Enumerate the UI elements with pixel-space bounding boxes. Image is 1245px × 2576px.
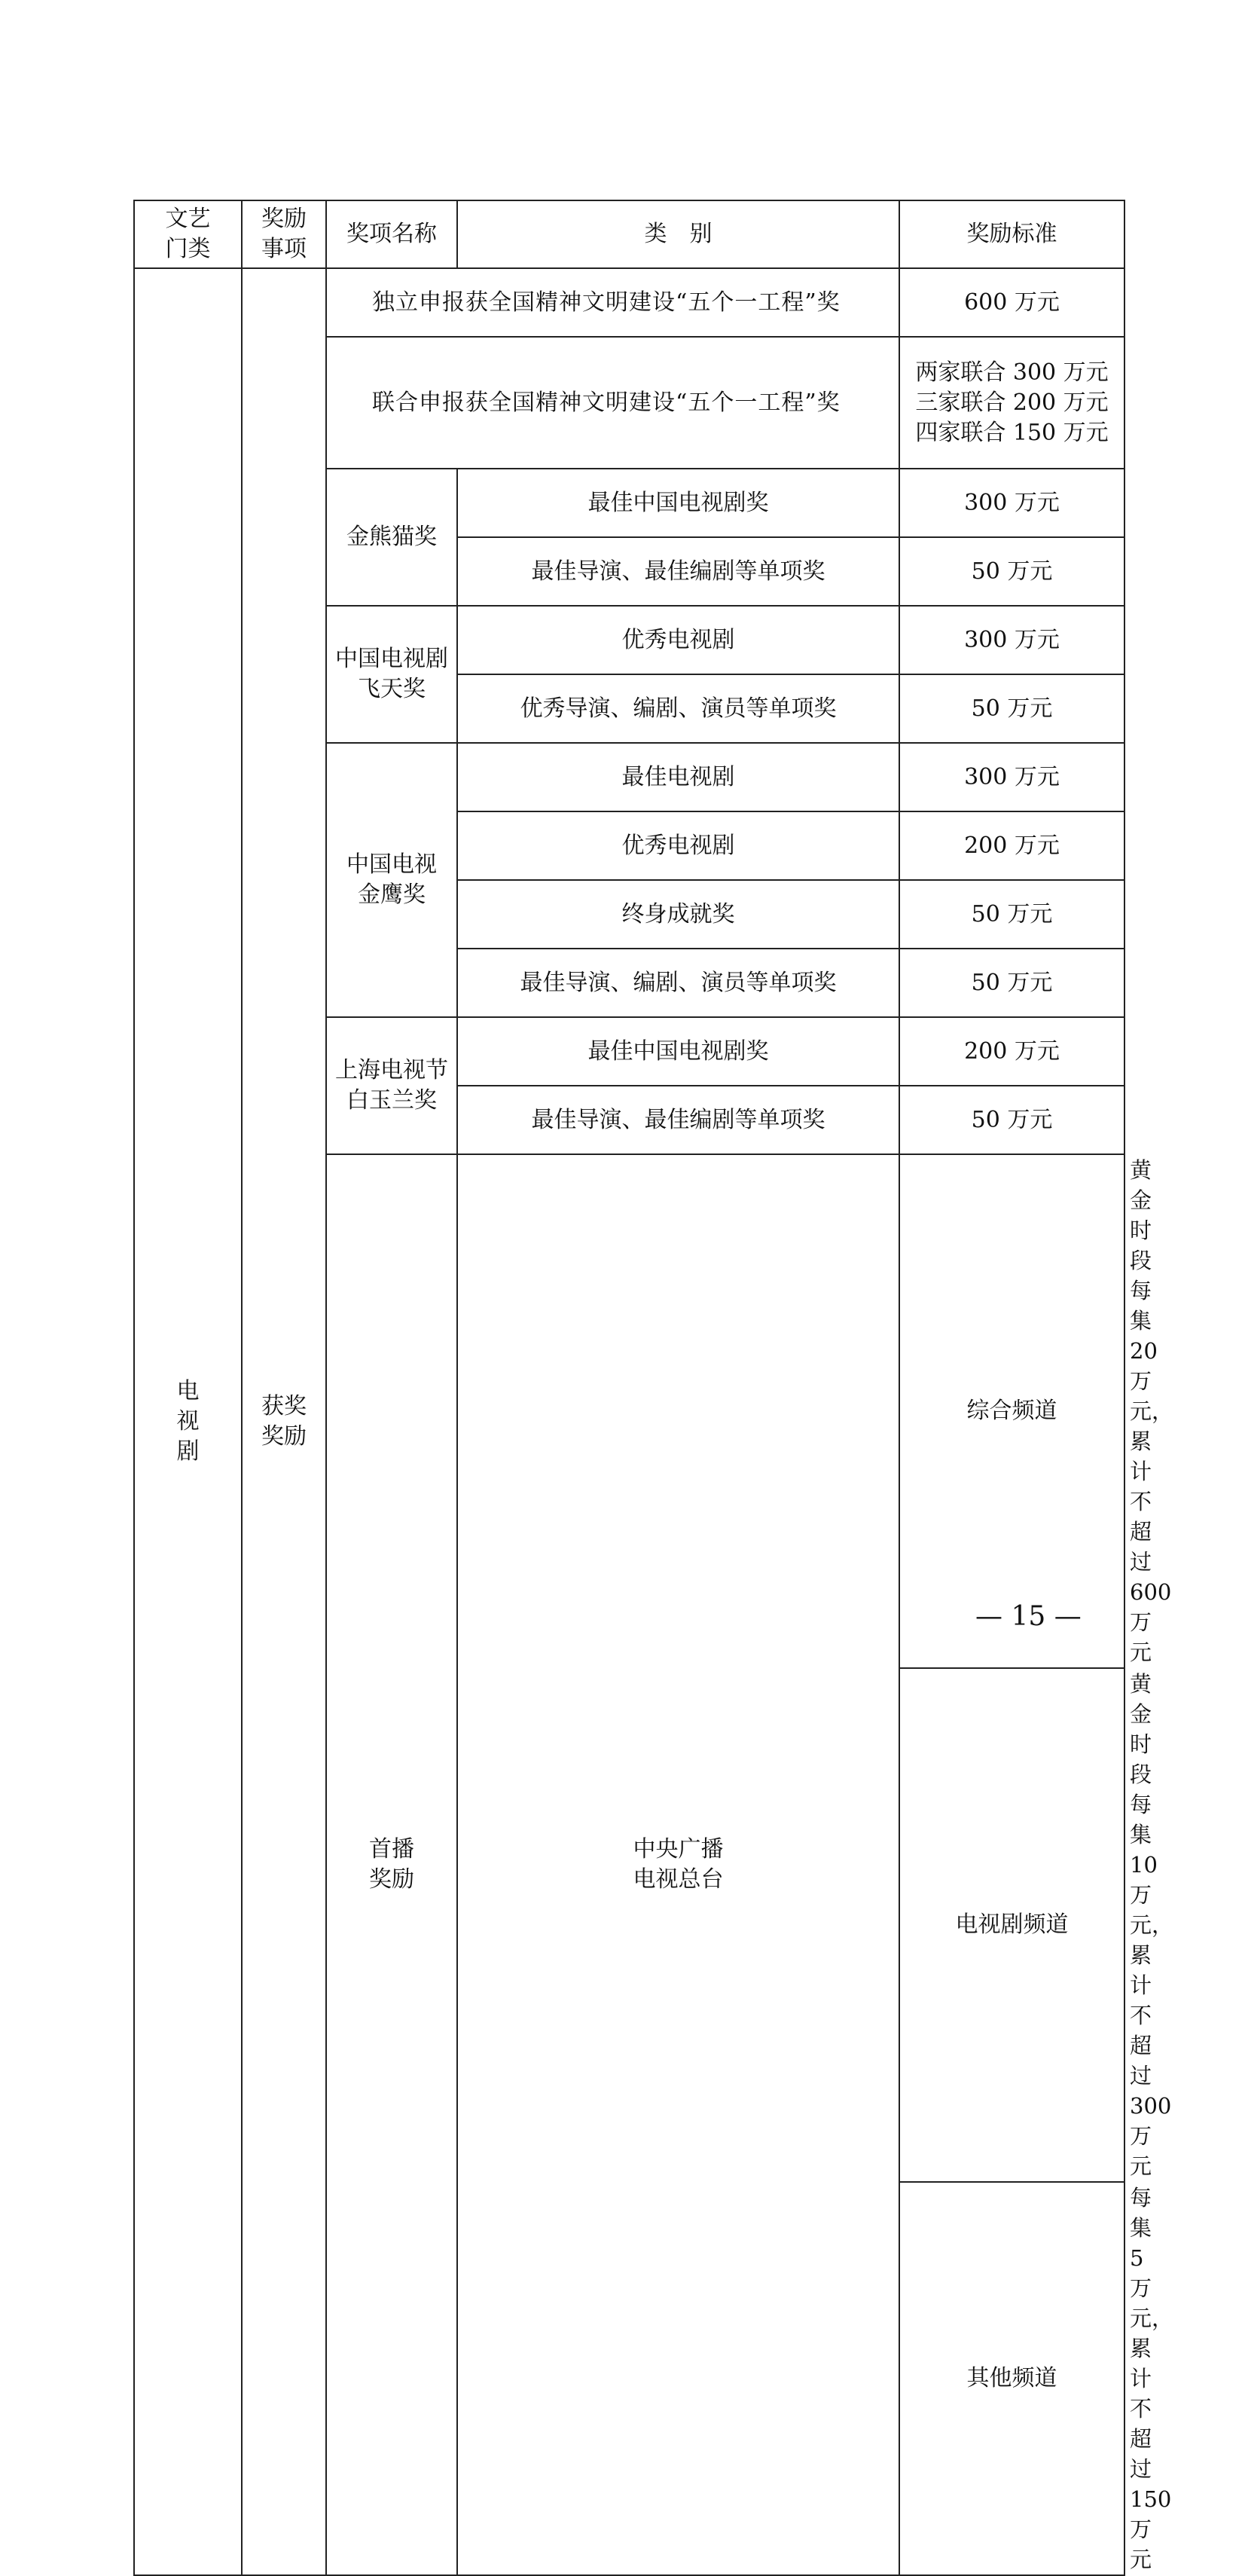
standard-line: 元，累计不超过 300 — [1130, 1912, 1174, 2119]
awards-table — [133, 200, 1174, 2576]
standard-cell: 50 万元 — [899, 1086, 1124, 1154]
type-cell: 电视剧频道 — [899, 1668, 1124, 2182]
group-award-line1: 获奖 — [261, 1393, 307, 1419]
header-type: 类 别 — [457, 200, 899, 268]
header-art-category-line2: 门类 — [165, 236, 211, 262]
type-cell: 最佳导演、最佳编剧等单项奖 — [457, 1086, 899, 1154]
type-cell: 其他频道 — [899, 2182, 1124, 2575]
standard-cell: 300 万元 — [899, 469, 1124, 537]
header-award-item-line2: 事项 — [261, 236, 307, 262]
award-name-line: 中国电视剧 — [335, 646, 448, 672]
standard-line: 万元 — [1130, 2123, 1152, 2179]
award-name-panda: 金熊猫奖 — [326, 469, 457, 606]
standard-cell: 200 万元 — [899, 811, 1124, 880]
header-award-name: 奖项名称 — [326, 200, 457, 268]
type-cell: 优秀电视剧 — [457, 811, 899, 880]
standard-line: 每集 5 万元，累计不 — [1130, 2185, 1174, 2422]
type-cell: 综合频道 — [899, 1154, 1124, 1668]
standard-cell: 50 万元 — [899, 949, 1124, 1017]
standard-cell: 50 万元 — [899, 537, 1124, 606]
award-name-line: 中国电视 — [346, 851, 437, 878]
standard-line: 黄金时段每集 10 万 — [1130, 1671, 1158, 1908]
award-name-line: 中央广播 — [633, 1836, 724, 1862]
award-name-cctv — [457, 1154, 899, 2575]
art-category-cell — [134, 268, 242, 2575]
group-premiere-cell — [326, 1154, 457, 2575]
standard-cell: 50 万元 — [899, 674, 1124, 743]
group-award-cell — [242, 268, 326, 2575]
header-award-item-line1: 奖励 — [261, 206, 307, 232]
header-standard: 奖励标准 — [899, 200, 1124, 268]
joint-standard-line: 四家联合 150 万元 — [915, 419, 1109, 446]
standard-cell: 50 万元 — [899, 880, 1124, 949]
standard-line: 超过 150 万元 — [1130, 2426, 1172, 2572]
standard-cell: 300 万元 — [899, 743, 1124, 811]
award-name-line: 金鹰奖 — [358, 882, 426, 908]
header-art-category — [134, 200, 242, 268]
type-cell: 最佳中国电视剧奖 — [457, 469, 899, 537]
award-name-line: 上海电视节 — [335, 1057, 448, 1083]
page-number: — 15 — — [975, 1601, 1082, 1632]
award-name-magnolia — [326, 1017, 457, 1154]
standard-line: 万元 — [1130, 1609, 1152, 1665]
art-category-char-3: 剧 — [176, 1438, 200, 1465]
award-name-feitian — [326, 606, 457, 743]
type-cell: 最佳电视剧 — [457, 743, 899, 811]
joint-standard — [899, 337, 1124, 469]
type-cell: 优秀电视剧 — [457, 606, 899, 674]
table-row — [134, 268, 1124, 337]
independent-standard: 600 万元 — [899, 268, 1124, 337]
type-cell: 最佳中国电视剧奖 — [457, 1017, 899, 1086]
award-name-line: 白玉兰奖 — [346, 1087, 437, 1114]
type-cell: 最佳导演、编剧、演员等单项奖 — [457, 949, 899, 1017]
art-category-char-1: 电 — [176, 1378, 200, 1404]
standard-cell: 300 万元 — [899, 606, 1124, 674]
standard-line: 元，累计不超过 600 — [1130, 1398, 1174, 1605]
joint-standard-line: 三家联合 200 万元 — [915, 389, 1109, 416]
award-name-line: 电视总台 — [633, 1866, 724, 1893]
award-name-eagle — [326, 743, 457, 1017]
header-row — [134, 200, 1124, 268]
standard-cell: 200 万元 — [899, 1017, 1124, 1086]
header-art-category-line1: 文艺 — [165, 206, 211, 232]
award-name-line: 飞天奖 — [358, 676, 426, 702]
type-cell: 最佳导演、最佳编剧等单项奖 — [457, 537, 899, 606]
standard-line: 黄金时段每集 20 万 — [1130, 1157, 1158, 1394]
header-award-item — [242, 200, 326, 268]
group-premiere-line2: 奖励 — [369, 1866, 414, 1893]
group-award-line2: 奖励 — [261, 1423, 307, 1450]
type-cell: 优秀导演、编剧、演员等单项奖 — [457, 674, 899, 743]
type-cell: 终身成就奖 — [457, 880, 899, 949]
joint-name: 联合申报获全国精神文明建设“五个一工程”奖 — [326, 337, 899, 469]
independent-name: 独立申报获全国精神文明建设“五个一工程”奖 — [326, 268, 899, 337]
art-category-char-2: 视 — [176, 1408, 200, 1435]
group-premiere-line1: 首播 — [369, 1836, 414, 1862]
joint-standard-line: 两家联合 300 万元 — [915, 359, 1109, 386]
